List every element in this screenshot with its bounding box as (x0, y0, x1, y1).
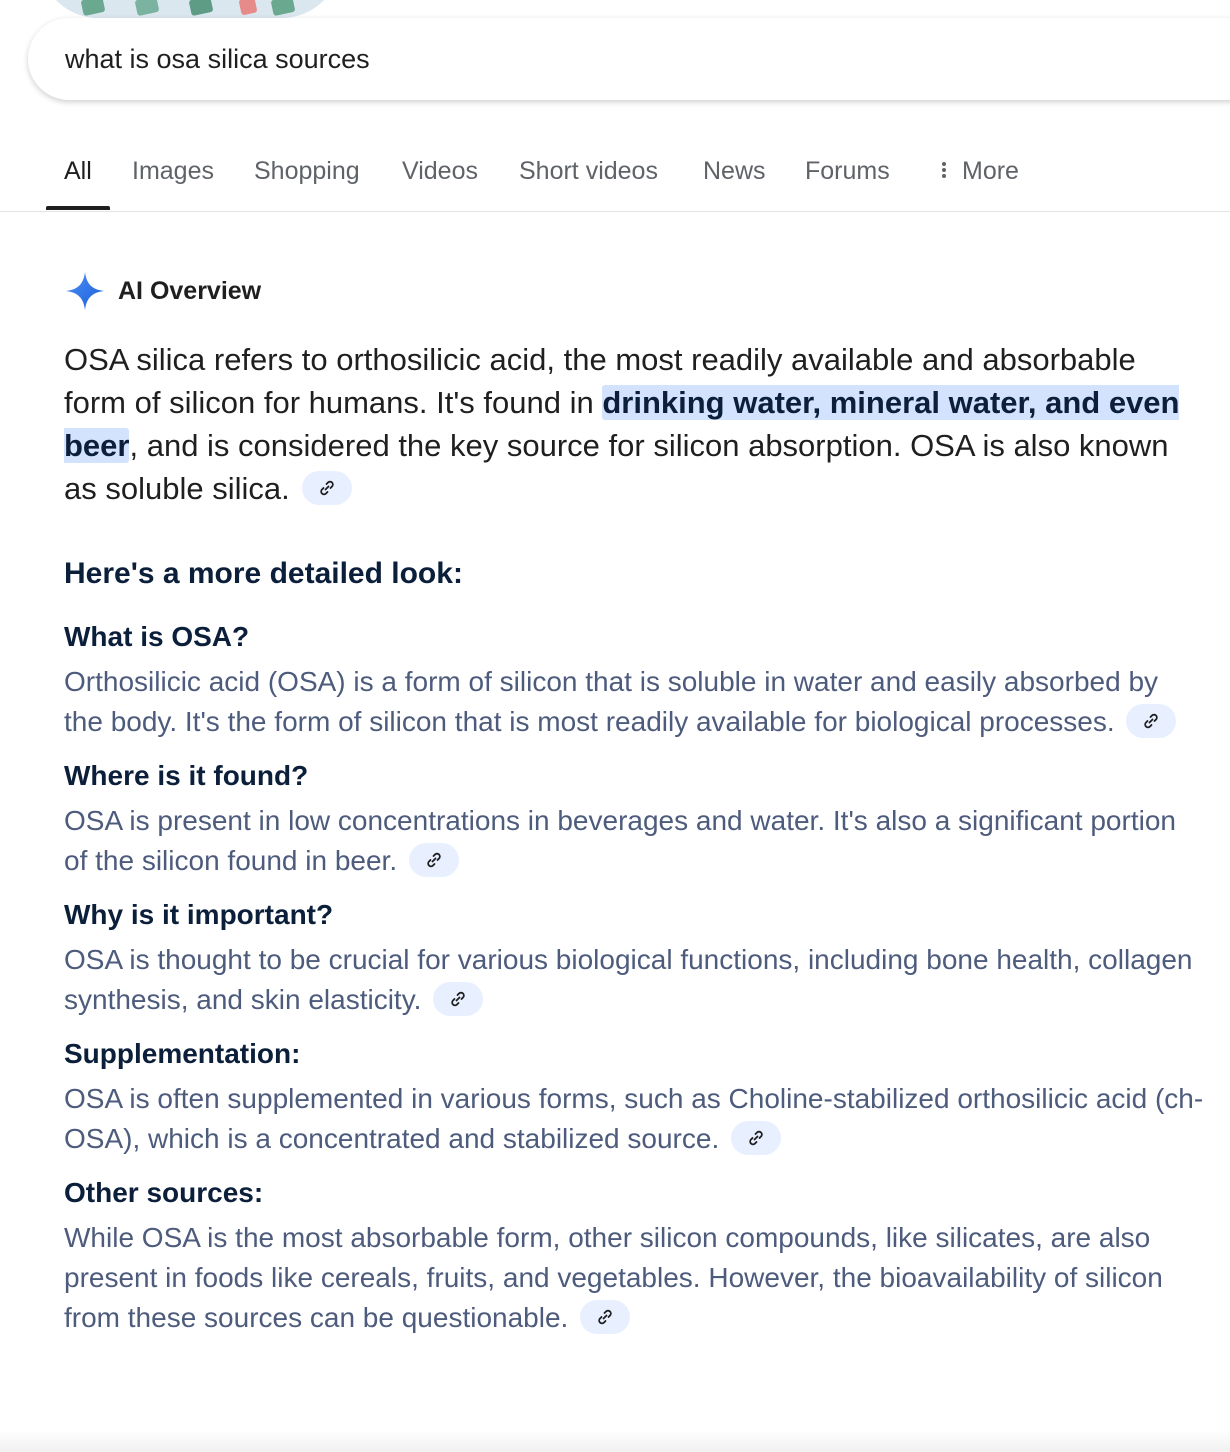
doodle-shape (239, 0, 258, 15)
summary-highlight: drinking water, mineral water, and even beer (64, 385, 1180, 463)
detail-heading: Here's a more detailed look: (64, 557, 463, 590)
detail-section (64, 1035, 1204, 1159)
tab-images[interactable]: Images (132, 157, 214, 185)
link-icon (449, 990, 467, 1008)
link-icon (596, 1308, 614, 1326)
tab-short-videos[interactable]: Short videos (519, 157, 658, 185)
doodle-shape (135, 0, 160, 16)
ai-overview-header (64, 270, 261, 312)
tab-more-label: More (962, 157, 1019, 185)
doodle-shape (189, 0, 214, 16)
source-link-button[interactable] (433, 982, 483, 1016)
active-tab-indicator (46, 206, 110, 210)
section-title: Supplementation: (64, 1038, 301, 1069)
link-icon (318, 479, 336, 497)
source-link-button[interactable] (580, 1300, 630, 1334)
section-body (64, 801, 1204, 881)
section-body-text: OSA is present in low concentrations in beverages and water. It's also a significant portion of the silicon found in beer. (64, 805, 1176, 876)
detail-section (64, 896, 1204, 1020)
source-link-button[interactable] (409, 843, 459, 877)
bottom-fade (0, 1430, 1230, 1452)
tab-all[interactable]: All (64, 157, 92, 185)
section-body-text: While OSA is the most absorbable form, other silicon compounds, like silicates, are also present in foods like cereals, fruits, and vegetables. However, the bioavailability of silicon from these sources can be questionable. (64, 1222, 1163, 1333)
section-title: Why is it important? (64, 899, 334, 930)
search-input[interactable] (65, 44, 1165, 75)
search-bar (28, 18, 1230, 100)
doodle-shape (271, 0, 296, 16)
tab-shopping[interactable]: Shopping (254, 157, 360, 185)
more-vert-icon (942, 160, 946, 180)
tab-forums[interactable]: Forums (805, 157, 890, 185)
doodle-shape (81, 0, 106, 16)
link-icon (425, 851, 443, 869)
doodle-logo-fragment[interactable] (40, 0, 340, 18)
tab-news[interactable]: News (703, 157, 766, 185)
section-body-text: OSA is often supplemented in various forms, such as Choline-stabilized orthosilicic acid (ch-OSA), which is a concentrated and stabilized source. (64, 1083, 1204, 1154)
source-link-button[interactable] (302, 471, 352, 505)
detail-section (64, 618, 1204, 742)
link-icon (747, 1129, 765, 1147)
detail-section (64, 757, 1204, 881)
section-body (64, 940, 1204, 1020)
section-title: Where is it found? (64, 760, 309, 791)
ai-overview-title: AI Overview (118, 276, 262, 305)
tab-videos[interactable]: Videos (402, 157, 478, 185)
source-link-button[interactable] (1126, 704, 1176, 738)
summary-text: , and is considered the key source for silicon absorption. OSA is also known as soluble silica. (64, 428, 1169, 506)
section-body (64, 662, 1204, 742)
section-body-text: Orthosilicic acid (OSA) is a form of silicon that is soluble in water and easily absorbed by the body. It's the form of silicon that is most readily available for biological processes. (64, 666, 1159, 737)
section-body-text: OSA is thought to be crucial for various biological functions, including bone health, collagen synthesis, and skin elasticity. (64, 944, 1193, 1015)
sparkle-icon (64, 270, 106, 312)
section-title: What is OSA? (64, 621, 250, 652)
section-body (64, 1079, 1204, 1159)
summary-text: OSA silica refers to orthosilicic acid, the most readily available and absorbable form of silicon for humans. It's found in (64, 342, 1136, 420)
tab-more[interactable] (942, 157, 1019, 186)
section-body (64, 1218, 1204, 1338)
section-title: Other sources: (64, 1177, 264, 1208)
source-link-button[interactable] (731, 1121, 781, 1155)
ai-overview-content (64, 338, 1204, 1338)
link-icon (1142, 712, 1160, 730)
detail-section (64, 1174, 1204, 1338)
search-tabs (0, 140, 1230, 212)
ai-overview-summary (64, 338, 1204, 510)
